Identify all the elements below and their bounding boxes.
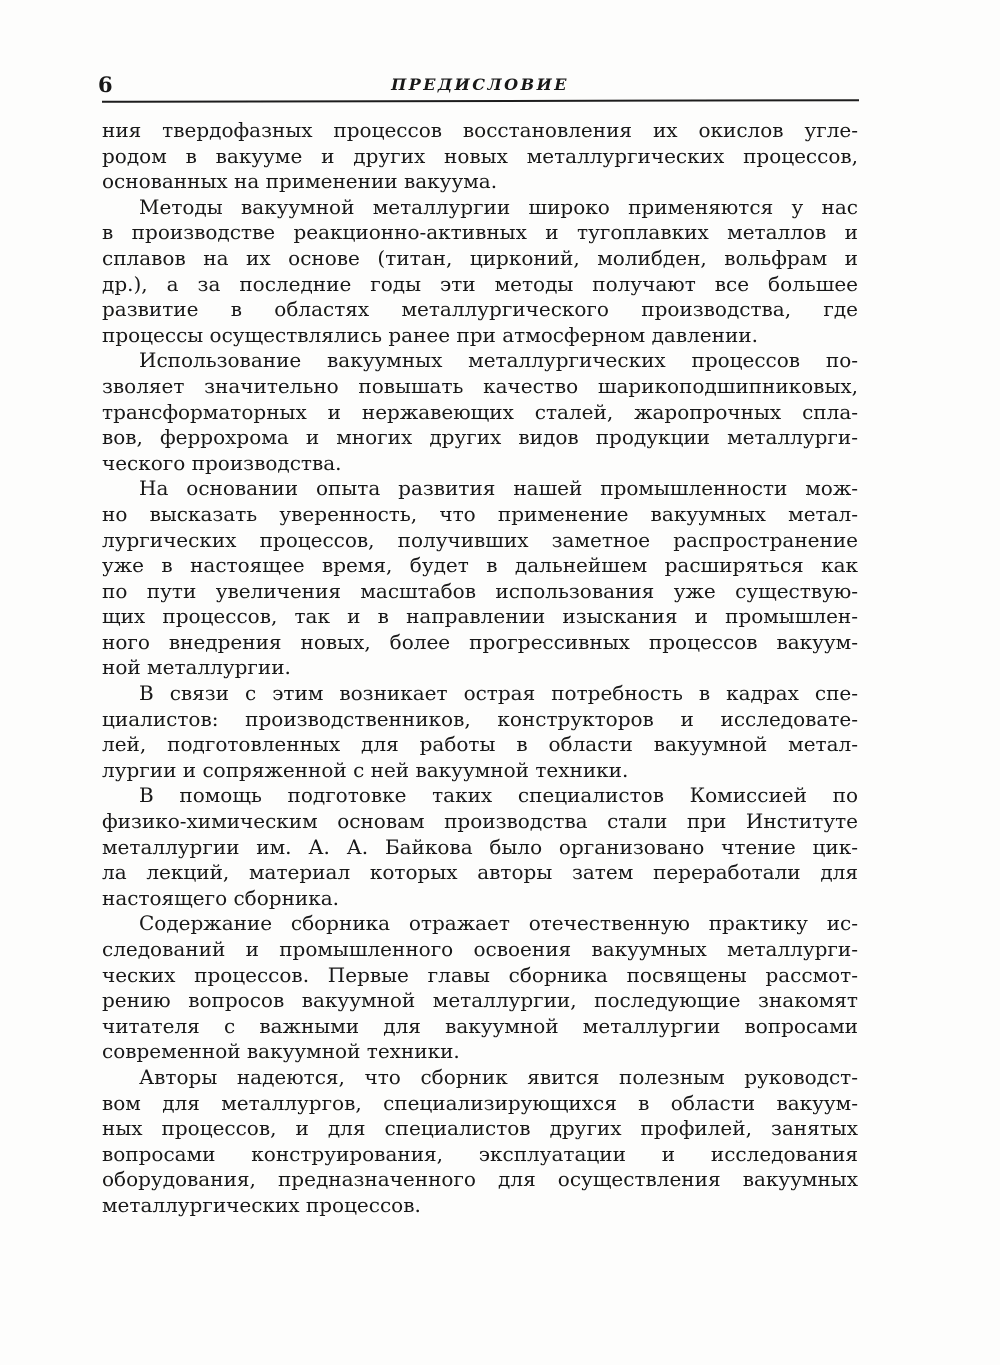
paragraph	[102, 195, 858, 349]
text-line: вом для металлургов, специализирующихся в области вакуум-	[102, 1090, 858, 1115]
text-line: развитие в областях металлургического производства, где	[102, 297, 858, 322]
paragraph	[102, 118, 858, 195]
paragraph	[102, 476, 858, 681]
text-line: уже в настоящее время, будет в дальнейшем расширяться как	[102, 553, 858, 578]
text-line: В связи с этим возникает острая потребность в кадрах спе-	[139, 681, 858, 706]
text-line: основанных на применении вакуума.	[102, 169, 498, 194]
running-head	[98, 72, 858, 100]
text-line: но высказать уверенность, что применение вакуумных метал-	[102, 501, 858, 526]
header-rule	[102, 99, 859, 103]
text-line: лей, подготовленных для работы в области вакуумной метал-	[102, 732, 858, 757]
paragraph	[102, 1065, 858, 1219]
running-header-title: ПРЕДИСЛОВИЕ	[391, 75, 569, 94]
paragraph	[102, 348, 858, 476]
text-line: Содержание сборника отражает отечественную практику ис-	[139, 911, 858, 936]
page-number: 6	[98, 72, 114, 97]
text-line: оборудования, предназначенного для осуществления вакуумных	[102, 1167, 858, 1192]
text-line: щих процессов, так и в направлении изыскания и промышлен-	[102, 604, 858, 629]
text-line: зволяет значительно повышать качество шарикоподшипниковых,	[102, 373, 858, 398]
paragraph	[102, 911, 858, 1065]
text-line: трансформаторных и нержавеющих сталей, жаропрочных спла-	[102, 399, 858, 424]
text-block	[102, 118, 858, 1219]
text-line: по пути увеличения масштабов использования уже существую-	[102, 578, 858, 603]
text-line: циалистов: производственников, конструкторов и исследовате-	[102, 706, 858, 731]
text-line: рению вопросов вакуумной металлургии, последующие знакомят	[102, 988, 858, 1013]
text-line: читателя с важными для вакуумной металлургии вопросами	[102, 1013, 858, 1038]
text-line: ла лекций, материал которых авторы затем переработали для	[102, 860, 858, 885]
text-line: металлургических процессов.	[102, 1192, 421, 1217]
text-line: вопросами конструирования, эксплуатации и исследования	[102, 1141, 858, 1166]
text-line: процессы осуществлялись ранее при атмосферном давлении.	[102, 322, 758, 347]
text-line: сплавов на их основе (титан, цирконий, молибден, вольфрам и	[102, 245, 858, 270]
text-line: На основании опыта развития нашей промышленности мож-	[139, 476, 858, 501]
text-line: ной металлургии.	[102, 655, 291, 680]
text-line: ного внедрения новых, более прогрессивных процессов вакуум-	[102, 629, 858, 654]
text-line: Авторы надеются, что сборник явится полезным руководст-	[139, 1064, 858, 1089]
text-line: лургических процессов, получивших заметное распространение	[102, 527, 858, 552]
text-line: металлургии им. А. А. Байкова было организовано чтение цик-	[102, 834, 858, 859]
text-line: ческого производства.	[102, 450, 342, 475]
text-line: др.), а за последние годы эти методы получают все большее	[102, 271, 858, 296]
paragraph	[102, 681, 858, 783]
text-line: следований и промышленного освоения вакуумных металлурги-	[102, 937, 858, 961]
text-line: лургии и сопряженной с ней вакуумной техники.	[102, 757, 629, 782]
paragraph	[102, 783, 858, 911]
text-line: вов, феррохрома и многих других видов продукции металлурги-	[102, 425, 858, 450]
text-line: Использование вакуумных металлургических процессов по-	[139, 348, 858, 373]
text-line: Методы вакуумной металлургии широко применяются у нас	[139, 194, 858, 219]
text-line: настоящего сборника.	[102, 885, 340, 910]
text-line: в производстве реакционно-активных и тугоплавких металлов и	[102, 220, 858, 245]
text-line: ных процессов, и для специалистов других профилей, занятых	[102, 1116, 858, 1141]
text-line: родом в вакууме и других новых металлургических процессов,	[102, 143, 858, 168]
text-line: физико-химическим основам производства стали при Институте	[102, 809, 858, 834]
text-line: современной вакуумной техники.	[102, 1039, 460, 1064]
text-line: ческих процессов. Первые главы сборника посвящены рассмот-	[102, 962, 858, 987]
text-line: ния твердофазных процессов восстановления их окислов угле-	[102, 118, 858, 142]
text-line: В помощь подготовке таких специалистов Комиссией по	[139, 783, 858, 808]
